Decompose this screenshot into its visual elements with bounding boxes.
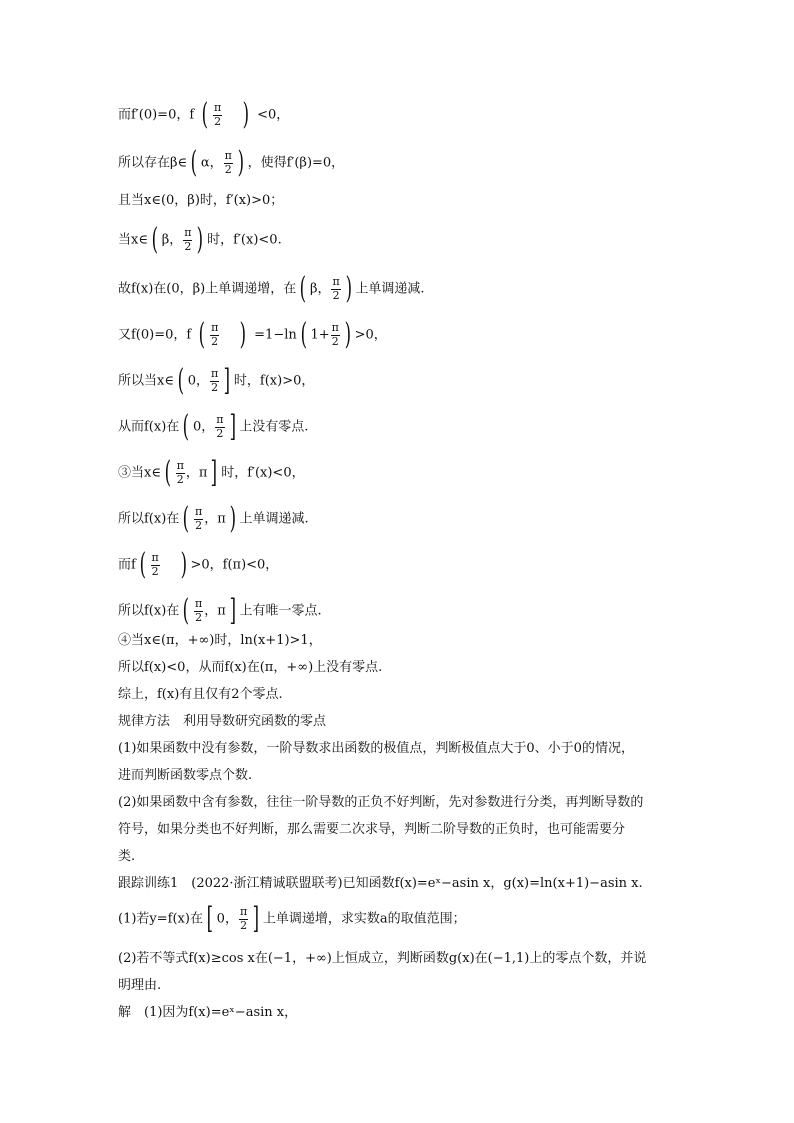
text: 进而判断函数零点个数. <box>118 768 253 783</box>
text: <0， <box>257 107 290 123</box>
denominator: 2 <box>240 918 248 932</box>
numerator: π <box>224 148 232 162</box>
denominator: 2 <box>184 239 192 253</box>
paren: ( <box>299 271 307 306</box>
text: ，π <box>204 511 226 527</box>
numerator: π <box>176 458 184 472</box>
fraction <box>183 227 192 253</box>
line-18 <box>118 769 252 782</box>
text: 从而f(x)在 <box>118 419 180 435</box>
paren: ( <box>182 593 190 628</box>
text: 上单调递增，求实数a的取值范围； <box>262 911 466 927</box>
paren: ) <box>229 501 236 536</box>
numerator: π <box>195 504 203 518</box>
numerator: π <box>331 320 339 334</box>
text: 而f <box>118 557 136 573</box>
text: β， <box>309 281 331 297</box>
fraction <box>151 552 160 578</box>
text: 0， <box>216 911 238 927</box>
text: 时，f′(x)<0， <box>221 465 305 481</box>
text: 而f′(0)=0，f <box>118 107 195 123</box>
numerator: π <box>195 596 203 610</box>
paren: ) <box>237 145 244 180</box>
numerator: π <box>216 412 224 426</box>
line-15 <box>118 688 283 701</box>
line-9 <box>118 455 305 490</box>
text: 故f(x)在(0，β)上单调递增，在 <box>118 281 297 297</box>
fraction <box>194 506 203 532</box>
line-22 <box>118 877 643 890</box>
text: 上单调递减. <box>355 281 425 297</box>
text: 0， <box>187 373 209 389</box>
line-3 <box>118 194 283 207</box>
text: >0， <box>354 327 387 343</box>
line-21 <box>118 850 135 863</box>
fraction <box>213 102 222 128</box>
text: ，π <box>185 465 208 481</box>
text: 所以f(x)在 <box>118 511 180 527</box>
denominator: 2 <box>216 426 224 440</box>
denominator: 2 <box>176 472 184 486</box>
fraction <box>224 150 233 176</box>
text: =1−ln <box>254 327 297 343</box>
paren: ( <box>164 455 172 490</box>
paren: ( <box>198 317 206 352</box>
fraction <box>194 598 203 624</box>
paren: ( <box>151 222 159 257</box>
line-17 <box>118 742 634 755</box>
line-10 <box>118 501 309 536</box>
fraction <box>210 368 219 394</box>
line-7 <box>118 363 315 398</box>
denominator: 2 <box>214 114 222 128</box>
text: 当x∈ <box>118 232 148 248</box>
line-16 <box>118 715 326 728</box>
text: 解 (1)因为f(x)=eˣ−asin x， <box>118 1005 298 1020</box>
denominator: 2 <box>224 162 232 176</box>
line-1 <box>118 97 290 132</box>
text: 符号，如果分类也不好判断，那么需要二次求导，判断二阶导数的正负时，也可能需要分 <box>118 822 626 837</box>
denominator: 2 <box>331 334 339 348</box>
numerator: π <box>332 274 340 288</box>
fraction <box>331 322 340 348</box>
line-2 <box>118 145 345 180</box>
text: 规律方法 利用导数研究函数的零点 <box>118 714 327 729</box>
text: 所以当x∈ <box>118 373 174 389</box>
text: (1)如果函数中没有参数，一阶导数求出函数的极值点，判断极值点大于0、小于0的情况， <box>118 741 634 756</box>
text: (2)若不等式f(x)≥cos x在(−1，+∞)上恒成立，判断函数g(x)在(−1,1)上的零点个数，并说 <box>118 951 647 966</box>
bracket: ] <box>229 593 236 628</box>
text: β， <box>161 232 183 248</box>
line-4 <box>118 222 282 257</box>
text: 1+ <box>310 327 330 343</box>
line-14 <box>118 661 382 674</box>
paren: ( <box>139 547 146 582</box>
line-8 <box>118 409 309 444</box>
text: 0， <box>193 419 215 435</box>
paren: ( <box>201 97 209 132</box>
paren: ( <box>190 145 198 180</box>
line-26 <box>118 1006 297 1019</box>
text: 时，f′(x)<0. <box>207 232 282 248</box>
line-24 <box>118 952 646 965</box>
text: 所以存在β∈ <box>118 155 188 171</box>
text: (2)如果函数中含有参数，往往一阶导数的正负不好判断，先对参数进行分类，再判断导数的 <box>118 795 644 810</box>
bracket: ] <box>252 901 260 936</box>
denominator: 2 <box>332 288 340 302</box>
numerator: π <box>211 320 219 334</box>
paren: ) <box>197 222 204 257</box>
paren: ) <box>345 271 352 306</box>
text: 上没有零点. <box>239 419 309 435</box>
bracket: ] <box>211 455 218 490</box>
text: (1)若y=f(x)在 <box>118 911 203 927</box>
line-13 <box>118 634 322 647</box>
paren: ) <box>344 317 351 352</box>
fraction <box>331 276 340 302</box>
numerator: π <box>184 225 192 239</box>
text: ，使得f′(β)=0， <box>247 155 345 171</box>
denominator: 2 <box>195 518 203 532</box>
numerator: π <box>239 904 248 918</box>
line-25 <box>118 979 161 992</box>
text: α， <box>200 155 223 171</box>
fraction <box>176 460 185 486</box>
paren: ( <box>177 363 185 398</box>
text: 时，f(x)>0， <box>233 373 315 389</box>
paren: ( <box>182 409 190 444</box>
text: >0，f(π)<0， <box>190 557 279 573</box>
fraction <box>239 906 248 932</box>
text: 且当x∈(0，β)时，f′(x)>0； <box>118 193 284 208</box>
text: 所以f(x)<0，从而f(x)在(π，+∞)上没有零点. <box>118 660 383 675</box>
denominator: 2 <box>195 610 203 624</box>
text: 明理由. <box>118 978 162 993</box>
paren: ( <box>300 317 307 352</box>
text: ③当x∈ <box>118 465 161 481</box>
bracket: [ <box>206 901 214 936</box>
paren: ) <box>239 317 247 352</box>
line-12 <box>118 593 322 628</box>
bracket: ] <box>223 363 231 398</box>
numerator: π <box>210 366 219 380</box>
fraction <box>215 414 224 440</box>
text: 综上，f(x)有且仅有2个零点. <box>118 687 283 702</box>
text: 上单调递减. <box>239 511 309 527</box>
text: 又f(0)=0，f <box>118 327 192 343</box>
line-6 <box>118 317 387 352</box>
text: ，π <box>204 603 226 619</box>
line-20 <box>118 823 625 836</box>
text: 类. <box>118 849 136 864</box>
line-23 <box>118 901 466 936</box>
numerator: π <box>151 550 159 564</box>
line-19 <box>118 796 643 809</box>
text: 跟踪训练1 (2022·浙江精诚联盟联考)已知函数f(x)=eˣ−asin x，g(x)=ln(x+1)−asin x. <box>118 876 643 891</box>
line-5 <box>118 271 425 306</box>
text: 所以f(x)在 <box>118 603 180 619</box>
text: 上有唯一零点. <box>239 603 322 619</box>
fraction <box>210 322 219 348</box>
paren: ) <box>180 547 187 582</box>
line-11 <box>118 547 279 582</box>
bracket: ] <box>229 409 236 444</box>
text: ④当x∈(π，+∞)时，ln(x+1)>1， <box>118 633 322 648</box>
denominator: 2 <box>211 334 219 348</box>
paren: ) <box>242 97 250 132</box>
denominator: 2 <box>211 380 219 394</box>
denominator: 2 <box>151 564 159 578</box>
paren: ( <box>182 501 190 536</box>
numerator: π <box>214 100 222 114</box>
